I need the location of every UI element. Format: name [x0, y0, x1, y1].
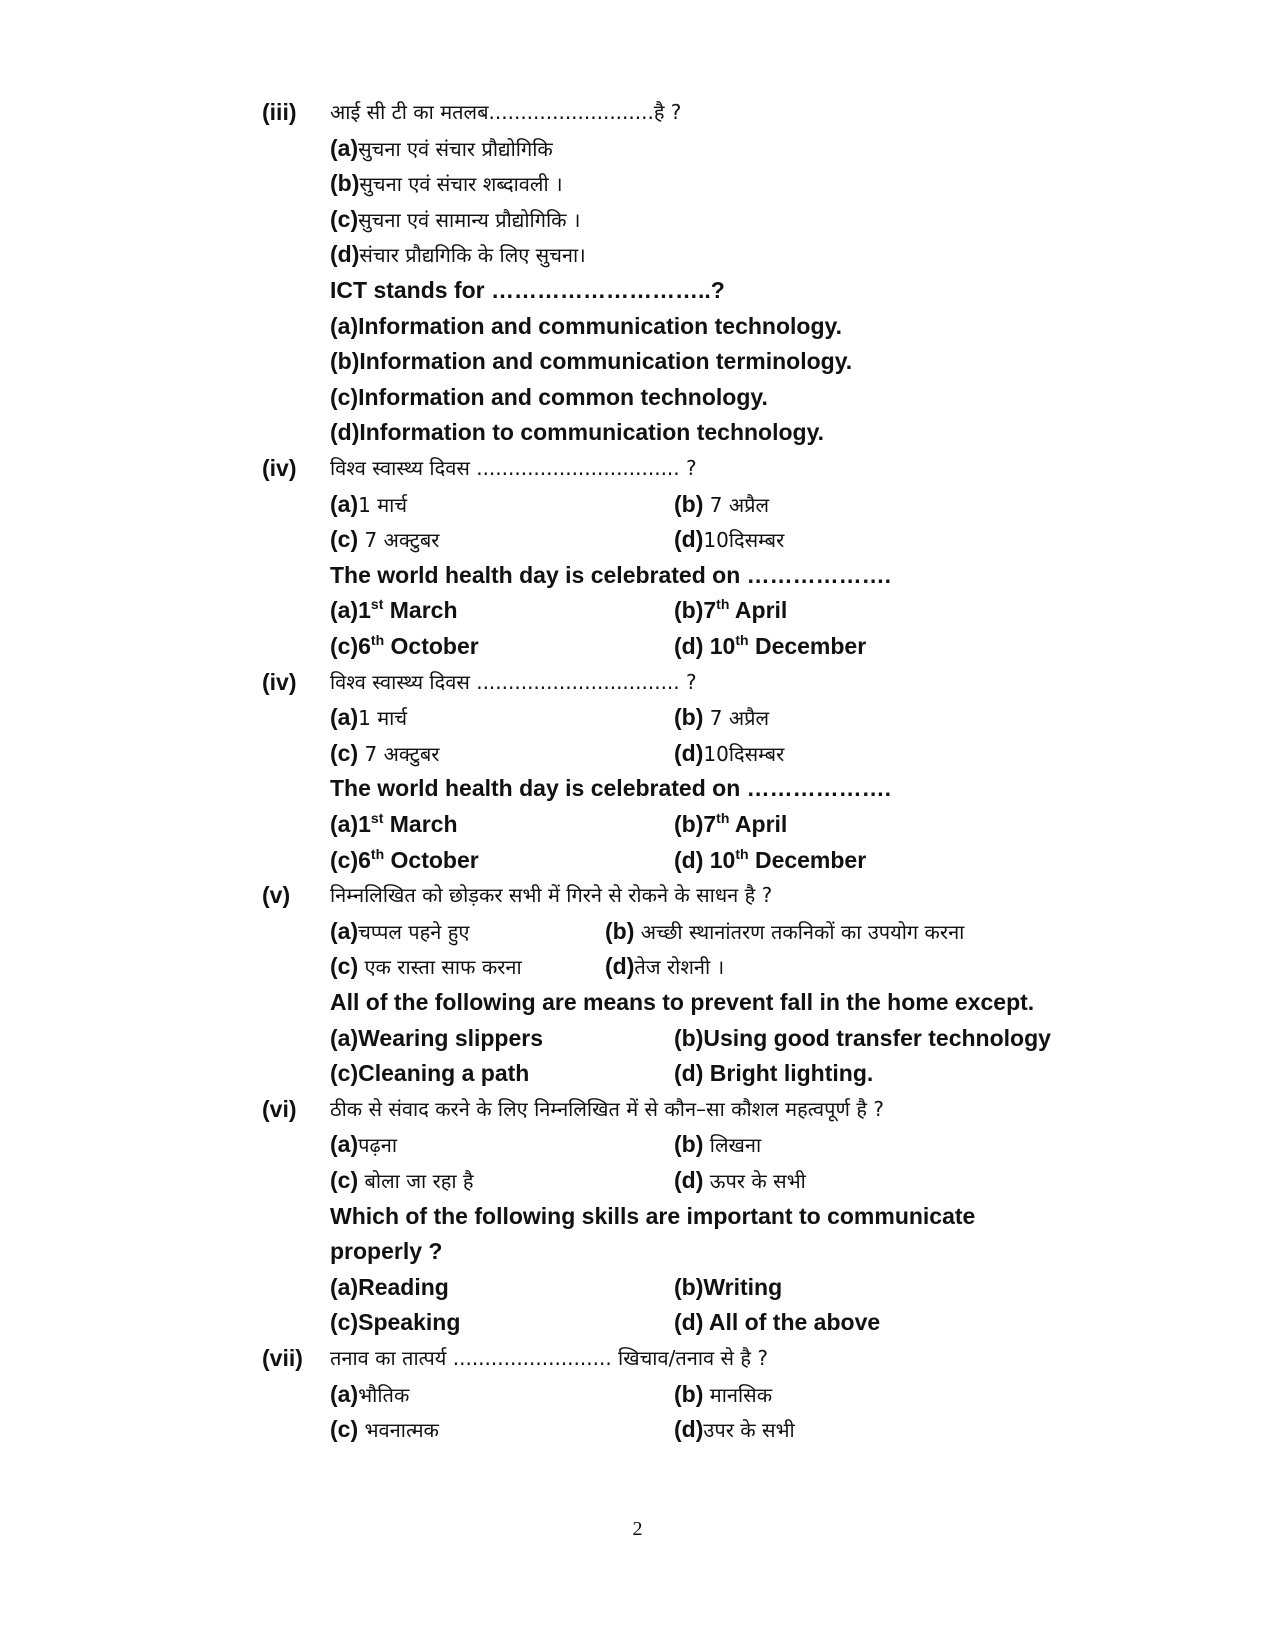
option-line	[330, 770, 891, 806]
english-text: March	[383, 597, 458, 624]
option-left	[330, 806, 458, 842]
english-text: April	[729, 597, 788, 624]
option-left	[330, 486, 407, 522]
option-left	[330, 1162, 474, 1198]
option-right	[674, 1020, 1051, 1056]
english-text: th	[716, 596, 730, 613]
question-number: (iv)	[262, 668, 297, 695]
hindi-text: उपर के सभी	[703, 1418, 795, 1443]
option-label: (b)	[674, 704, 710, 731]
option-label: (a)	[330, 1131, 359, 1158]
english-text: December	[748, 846, 867, 873]
option-label: (a)	[330, 490, 359, 517]
english-text: ICT stands for ………………………..?	[330, 277, 725, 303]
english-text: (d) Bright lighting.	[674, 1060, 874, 1087]
english-text: The world health day is celebrated on ……………….	[330, 775, 892, 802]
question-number: (iii)	[262, 99, 297, 125]
option-label: (b)	[674, 490, 710, 517]
option-left	[330, 1020, 543, 1056]
english-text: The world health day is celebrated on ……………….	[330, 561, 892, 588]
option-label: (d)	[330, 241, 360, 268]
option-line	[330, 414, 824, 450]
option-label: (c)	[330, 1167, 365, 1193]
option-right	[674, 1304, 880, 1340]
english-text: (c)Cleaning a path	[330, 1060, 530, 1087]
option-left	[330, 1304, 460, 1340]
english-text: (b)Information and communication terminology.	[330, 348, 853, 375]
option-label: (a)	[330, 134, 359, 161]
english-text: (d) 10	[674, 633, 736, 659]
option-label: (c)	[330, 1416, 365, 1443]
question-text	[330, 1340, 768, 1376]
english-text: th	[716, 810, 730, 826]
english-text: April	[729, 811, 788, 837]
english-text: properly ?	[330, 1238, 443, 1265]
option-label: (d)	[674, 1167, 710, 1193]
question-text	[330, 94, 681, 130]
hindi-text: 1 मार्च	[358, 706, 408, 731]
hindi-text: निम्नलिखित को छोड़कर सभी में गिरने से रोकने के साधन है ?	[330, 883, 773, 908]
option-label: (b)	[674, 1380, 710, 1407]
hindi-text: एक रास्ता साफ करना	[364, 955, 522, 980]
english-text: March	[383, 811, 458, 837]
hindi-text: भवनात्मक	[364, 1418, 439, 1443]
hindi-text: संचार प्रौद्यगिकि के लिए सुचना।	[359, 243, 586, 268]
english-text: (a)Information and communication technology.	[330, 312, 842, 339]
option-label: (b)	[330, 170, 360, 197]
hindi-text: विश्व स्वास्थ्य दिवस ................................ ?	[330, 669, 697, 694]
hindi-text: 7 अक्टुबर	[364, 528, 440, 553]
option-label: (b)	[674, 1131, 710, 1158]
english-text: (a)Wearing slippers	[330, 1024, 544, 1051]
option-left	[330, 842, 479, 878]
option-left	[330, 1376, 409, 1412]
question-number: (v)	[262, 882, 291, 909]
english-text: All of the following are means to prevent fall in the home except.	[330, 989, 1035, 1015]
question-number: (vii)	[262, 1345, 303, 1371]
option-left	[330, 1269, 449, 1305]
hindi-text: तेज रोशनी ।	[634, 955, 725, 980]
hindi-text: 10दिसम्बर	[703, 528, 785, 553]
english-text: (b)Using good transfer technology	[674, 1024, 1051, 1051]
option-line	[330, 201, 580, 237]
hindi-text: अच्छी स्थानांतरण तकनिकों का उपयोग करना	[640, 919, 965, 944]
hindi-text: चप्पल पहने हुए	[358, 919, 470, 944]
english-text: th	[370, 632, 385, 648]
hindi-text: पढ़ना	[358, 1133, 398, 1158]
hindi-text: ठीक से संवाद करने के लिए निम्नलिखित में से कौन–सा कौशल महत्वपूर्ण है ?	[330, 1096, 884, 1121]
option-left	[330, 948, 522, 984]
option-label: (d)	[674, 739, 704, 766]
option-line	[330, 1198, 975, 1234]
page-number: 2	[632, 1518, 643, 1540]
hindi-text: 7 अप्रैल	[709, 492, 770, 517]
question-text	[330, 664, 697, 700]
english-text: st	[370, 596, 384, 613]
option-right	[674, 1376, 772, 1412]
option-right	[674, 628, 866, 664]
option-right	[605, 948, 724, 984]
option-right	[674, 592, 787, 628]
option-line	[330, 343, 852, 379]
option-right	[674, 1411, 795, 1447]
option-left	[330, 1055, 529, 1091]
english-text: th	[370, 845, 385, 862]
hindi-text: 10दिसम्बर	[703, 741, 785, 766]
option-label: (c)	[330, 739, 365, 766]
option-right	[674, 1269, 782, 1305]
option-label: (c)	[330, 526, 365, 553]
english-text: (c)6	[330, 846, 371, 873]
english-text: (a)Reading	[330, 1273, 449, 1300]
english-text: (d)Information to communication technology.	[330, 419, 825, 446]
question-text	[330, 877, 772, 913]
english-text: (b)Writing	[674, 1273, 783, 1300]
english-text: (c)Information and common technology.	[330, 383, 768, 410]
hindi-text: सुचना एवं संचार शब्दावली ।	[359, 172, 563, 197]
hindi-text: मानसिक	[709, 1382, 773, 1407]
option-left	[330, 592, 458, 628]
option-right	[674, 735, 784, 771]
english-text: (a)1	[330, 597, 371, 624]
english-text: October	[384, 846, 479, 873]
hindi-text: सुचना एवं संचार प्रौद्योगिकि	[358, 136, 553, 161]
option-line	[330, 1233, 442, 1269]
option-left	[330, 521, 439, 557]
english-text: st	[370, 810, 384, 826]
question-number: (iv)	[262, 455, 297, 481]
hindi-text: विश्व स्वास्थ्य दिवस ................................ ?	[330, 456, 697, 480]
question-text	[330, 450, 697, 486]
option-line	[330, 557, 891, 593]
option-right	[674, 1055, 873, 1091]
option-right	[674, 486, 769, 522]
option-left	[330, 1126, 397, 1162]
hindi-text: 7 अक्टुबर	[364, 741, 440, 766]
option-left	[330, 628, 479, 664]
option-line	[330, 236, 586, 272]
english-text: th	[735, 845, 749, 862]
option-label: (a)	[330, 917, 359, 944]
option-label: (d)	[674, 1416, 704, 1443]
option-label: (b)	[605, 917, 641, 944]
hindi-text: 7 अप्रैल	[709, 706, 770, 731]
hindi-text: सुचना एवं सामान्य प्रौद्योगिकि ।	[358, 207, 581, 232]
option-label: (c)	[330, 953, 365, 980]
english-text: (b)7	[674, 597, 717, 624]
option-left	[330, 699, 407, 735]
option-right	[674, 1126, 761, 1162]
option-right	[674, 699, 769, 735]
english-text: th	[735, 632, 749, 648]
option-line	[330, 272, 725, 308]
option-line	[330, 984, 1034, 1020]
option-right	[674, 521, 784, 557]
option-label: (c)	[330, 205, 359, 232]
english-text: (b)7	[674, 811, 717, 837]
option-line	[330, 165, 563, 201]
hindi-text: ऊपर के सभी	[709, 1169, 806, 1193]
option-right	[605, 913, 964, 949]
hindi-text: 1 मार्च	[358, 492, 408, 517]
english-text: October	[384, 633, 479, 659]
english-text: (c)Speaking	[330, 1309, 461, 1336]
option-left	[330, 1411, 439, 1447]
option-line	[330, 379, 768, 415]
english-text: (d) All of the above	[674, 1309, 881, 1336]
option-line	[330, 308, 842, 344]
option-label: (d)	[605, 953, 635, 980]
hindi-text: भौतिक	[358, 1382, 410, 1407]
english-text: (a)1	[330, 811, 371, 837]
option-label: (a)	[330, 704, 359, 731]
english-text: Which of the following skills are important to communicate	[330, 1202, 976, 1229]
hindi-text: बोला जा रहा है	[364, 1169, 474, 1193]
hindi-text: लिखना	[709, 1133, 762, 1158]
option-label: (a)	[330, 1380, 359, 1407]
option-line	[330, 130, 553, 166]
option-right	[674, 1162, 806, 1198]
english-text: (d) 10	[674, 846, 736, 873]
question-number: (vi)	[262, 1095, 297, 1122]
option-label: (d)	[674, 526, 704, 553]
question-text	[330, 1091, 884, 1127]
hindi-text: आई सी टी का मतलब..........................है ?	[330, 100, 682, 124]
option-right	[674, 842, 866, 878]
option-right	[674, 806, 787, 842]
english-text: (c)6	[330, 633, 371, 659]
english-text: December	[748, 633, 867, 659]
option-left	[330, 913, 469, 949]
hindi-text: तनाव का तात्पर्य ......................... खिचाव/तनाव से है ?	[330, 1346, 768, 1370]
option-left	[330, 735, 439, 771]
